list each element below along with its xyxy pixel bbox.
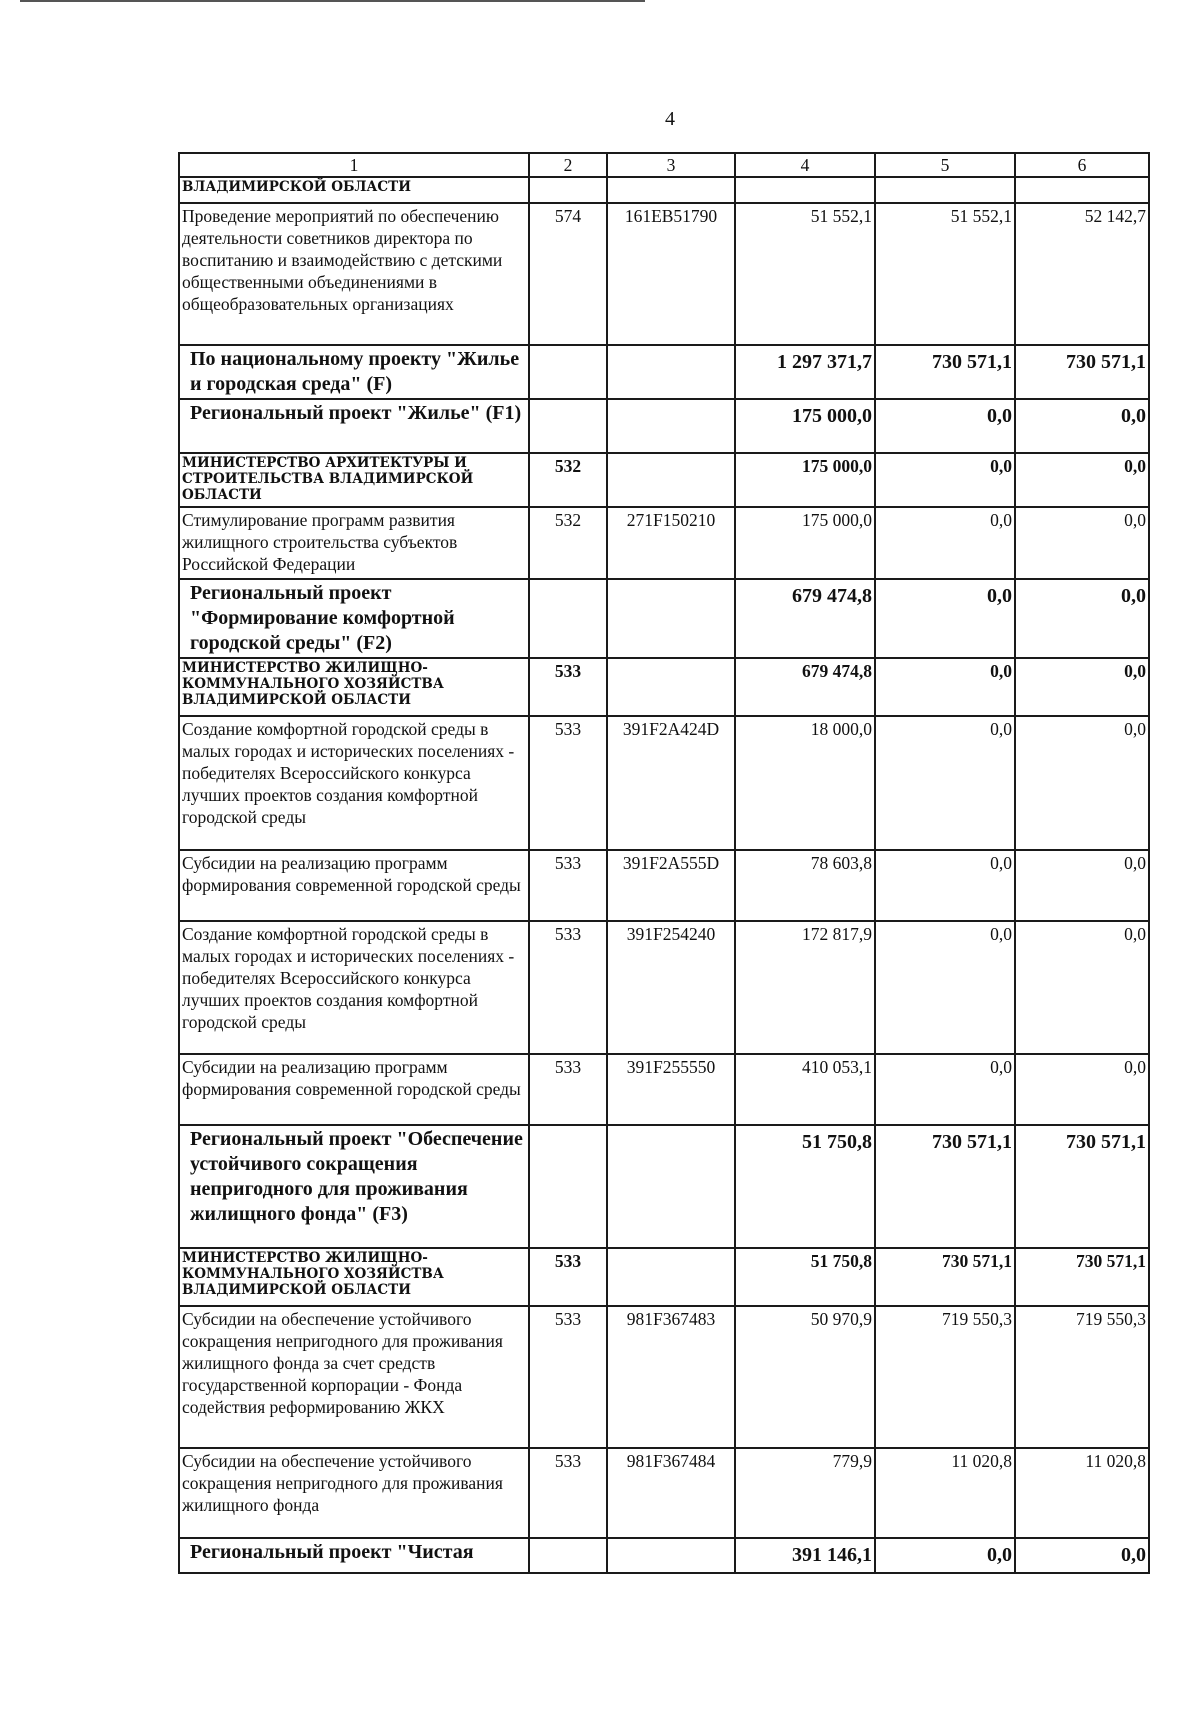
row-name: МИНИСТЕРСТВО АРХИТЕКТУРЫ И СТРОИТЕЛЬСТВА ВЛАДИМИРСКОЙ ОБЛАСТИ	[179, 453, 529, 507]
top-edge-rule	[20, 0, 645, 2]
row-value-col6: 11 020,8	[1015, 1448, 1149, 1538]
ministry-row	[179, 177, 1149, 203]
row-code: 533	[529, 1448, 607, 1538]
row-value-col6: 52 142,7	[1015, 203, 1149, 345]
row-value-col4: 779,9	[735, 1448, 875, 1538]
row-value-col4: 175 000,0	[735, 399, 875, 453]
row-value-col6: 730 571,1	[1015, 1248, 1149, 1306]
row-code: 574	[529, 203, 607, 345]
row-value-col4	[735, 177, 875, 203]
row-article	[607, 399, 735, 453]
header-cell: 3	[607, 153, 735, 177]
row-code: 533	[529, 716, 607, 850]
row-value-col6: 0,0	[1015, 1538, 1149, 1573]
project-row	[179, 579, 1149, 658]
row-code: 532	[529, 507, 607, 579]
item-row	[179, 1448, 1149, 1538]
row-article: 981F367483	[607, 1306, 735, 1448]
header-cell: 6	[1015, 153, 1149, 177]
row-code: 533	[529, 1054, 607, 1125]
row-article	[607, 345, 735, 399]
row-value-col4: 51 750,8	[735, 1248, 875, 1306]
row-name: МИНИСТЕРСТВО ЖИЛИЩНО-КОММУНАЛЬНОГО ХОЗЯЙСТВА ВЛАДИМИРСКОЙ ОБЛАСТИ	[179, 1248, 529, 1306]
row-value-col5: 0,0	[875, 921, 1015, 1054]
row-value-col5: 730 571,1	[875, 1248, 1015, 1306]
row-value-col4: 679 474,8	[735, 658, 875, 716]
row-name: Субсидии на реализацию программ формирования современной городской среды	[179, 850, 529, 921]
row-article: 981F367484	[607, 1448, 735, 1538]
row-value-col5: 0,0	[875, 658, 1015, 716]
row-value-col5: 0,0	[875, 716, 1015, 850]
item-row	[179, 716, 1149, 850]
row-value-col5: 51 552,1	[875, 203, 1015, 345]
row-article: 391F2A555D	[607, 850, 735, 921]
row-value-col4: 51 552,1	[735, 203, 875, 345]
row-article: 271F150210	[607, 507, 735, 579]
row-value-col5: 0,0	[875, 1054, 1015, 1125]
item-row	[179, 1054, 1149, 1125]
header-cell: 4	[735, 153, 875, 177]
item-row	[179, 203, 1149, 345]
project-row	[179, 399, 1149, 453]
row-value-col5: 0,0	[875, 507, 1015, 579]
row-value-col5: 0,0	[875, 1538, 1015, 1573]
row-code	[529, 399, 607, 453]
row-name: По национальному проекту "Жилье и городская среда" (F)	[179, 345, 529, 399]
row-name: Региональный проект "Обеспечение устойчивого сокращения непригодного для проживания жилищного фонда" (F3)	[179, 1125, 529, 1248]
row-code: 532	[529, 453, 607, 507]
row-code: 533	[529, 850, 607, 921]
row-value-col6: 0,0	[1015, 453, 1149, 507]
row-value-col5: 719 550,3	[875, 1306, 1015, 1448]
header-cell: 2	[529, 153, 607, 177]
row-name: Региональный проект "Чистая	[179, 1538, 529, 1573]
row-article: 391F254240	[607, 921, 735, 1054]
row-value-col4: 78 603,8	[735, 850, 875, 921]
ministry-row	[179, 453, 1149, 507]
row-code	[529, 579, 607, 658]
row-name: МИНИСТЕРСТВО ЖИЛИЩНО-КОММУНАЛЬНОГО ХОЗЯЙСТВА ВЛАДИМИРСКОЙ ОБЛАСТИ	[179, 658, 529, 716]
row-name: Субсидии на обеспечение устойчивого сокращения непригодного для проживания жилищного фонда за счет средств государственной корпорации - Фонда содействия реформированию ЖКХ	[179, 1306, 529, 1448]
page-number: 4	[665, 108, 675, 130]
item-row	[179, 921, 1149, 1054]
ministry-row	[179, 1248, 1149, 1306]
row-value-col6: 0,0	[1015, 579, 1149, 658]
ministry-row	[179, 658, 1149, 716]
item-row	[179, 850, 1149, 921]
project-row	[179, 345, 1149, 399]
row-value-col4: 391 146,1	[735, 1538, 875, 1573]
row-article: 161EB51790	[607, 203, 735, 345]
row-value-col6: 730 571,1	[1015, 1125, 1149, 1248]
row-value-col4: 679 474,8	[735, 579, 875, 658]
row-name: Проведение мероприятий по обеспечению деятельности советников директора по воспитанию и взаимодействию с детскими общественными объединениями в общеобразовательных организациях	[179, 203, 529, 345]
row-value-col6: 0,0	[1015, 507, 1149, 579]
row-article	[607, 1248, 735, 1306]
row-code	[529, 177, 607, 203]
row-article: 391F255550	[607, 1054, 735, 1125]
header-cell: 5	[875, 153, 1015, 177]
row-article	[607, 658, 735, 716]
row-code: 533	[529, 658, 607, 716]
row-value-col4: 1 297 371,7	[735, 345, 875, 399]
item-row	[179, 507, 1149, 579]
row-value-col5: 0,0	[875, 579, 1015, 658]
project-row	[179, 1125, 1149, 1248]
row-value-col4: 172 817,9	[735, 921, 875, 1054]
row-value-col5: 730 571,1	[875, 345, 1015, 399]
row-value-col5: 0,0	[875, 850, 1015, 921]
row-name: Субсидии на реализацию программ формирования современной городской среды	[179, 1054, 529, 1125]
row-code: 533	[529, 1306, 607, 1448]
row-code	[529, 345, 607, 399]
row-value-col6: 0,0	[1015, 850, 1149, 921]
row-value-col6: 0,0	[1015, 716, 1149, 850]
row-article	[607, 1538, 735, 1573]
row-name: Создание комфортной городской среды в малых городах и исторических поселениях - победителях Всероссийского конкурса лучших проектов создания комфортной городской среды	[179, 716, 529, 850]
row-name: Региональный проект "Формирование комфортной городской среды" (F2)	[179, 579, 529, 658]
row-value-col6: 719 550,3	[1015, 1306, 1149, 1448]
row-value-col4: 50 970,9	[735, 1306, 875, 1448]
row-code: 533	[529, 921, 607, 1054]
row-article	[607, 579, 735, 658]
row-name: Региональный проект "Жилье" (F1)	[179, 399, 529, 453]
row-value-col4: 410 053,1	[735, 1054, 875, 1125]
row-value-col5: 730 571,1	[875, 1125, 1015, 1248]
row-value-col6: 0,0	[1015, 399, 1149, 453]
row-article: 391F2A424D	[607, 716, 735, 850]
row-code: 533	[529, 1248, 607, 1306]
row-value-col6: 0,0	[1015, 921, 1149, 1054]
row-value-col6: 0,0	[1015, 658, 1149, 716]
row-value-col4: 18 000,0	[735, 716, 875, 850]
header-cell: 1	[179, 153, 529, 177]
row-value-col5: 0,0	[875, 453, 1015, 507]
row-value-col6: 0,0	[1015, 1054, 1149, 1125]
row-name: Создание комфортной городской среды в малых городах и исторических поселениях - победителях Всероссийского конкурса лучших проектов создания комфортной городской среды	[179, 921, 529, 1054]
row-value-col4: 175 000,0	[735, 453, 875, 507]
row-value-col5: 0,0	[875, 399, 1015, 453]
row-name: Стимулирование программ развития жилищного строительства субъектов Российской Федерации	[179, 507, 529, 579]
row-value-col4: 51 750,8	[735, 1125, 875, 1248]
row-article	[607, 177, 735, 203]
row-value-col6: 730 571,1	[1015, 345, 1149, 399]
item-row	[179, 1306, 1149, 1448]
row-name: ВЛАДИМИРСКОЙ ОБЛАСТИ	[179, 177, 529, 203]
project-row	[179, 1538, 1149, 1573]
row-value-col5	[875, 177, 1015, 203]
row-value-col6	[1015, 177, 1149, 203]
header-row	[179, 153, 1149, 177]
row-code	[529, 1538, 607, 1573]
row-name: Субсидии на обеспечение устойчивого сокращения непригодного для проживания жилищного фонда	[179, 1448, 529, 1538]
row-value-col4: 175 000,0	[735, 507, 875, 579]
row-article	[607, 453, 735, 507]
row-value-col5: 11 020,8	[875, 1448, 1015, 1538]
budget-table	[178, 152, 1150, 1574]
row-code	[529, 1125, 607, 1248]
row-article	[607, 1125, 735, 1248]
